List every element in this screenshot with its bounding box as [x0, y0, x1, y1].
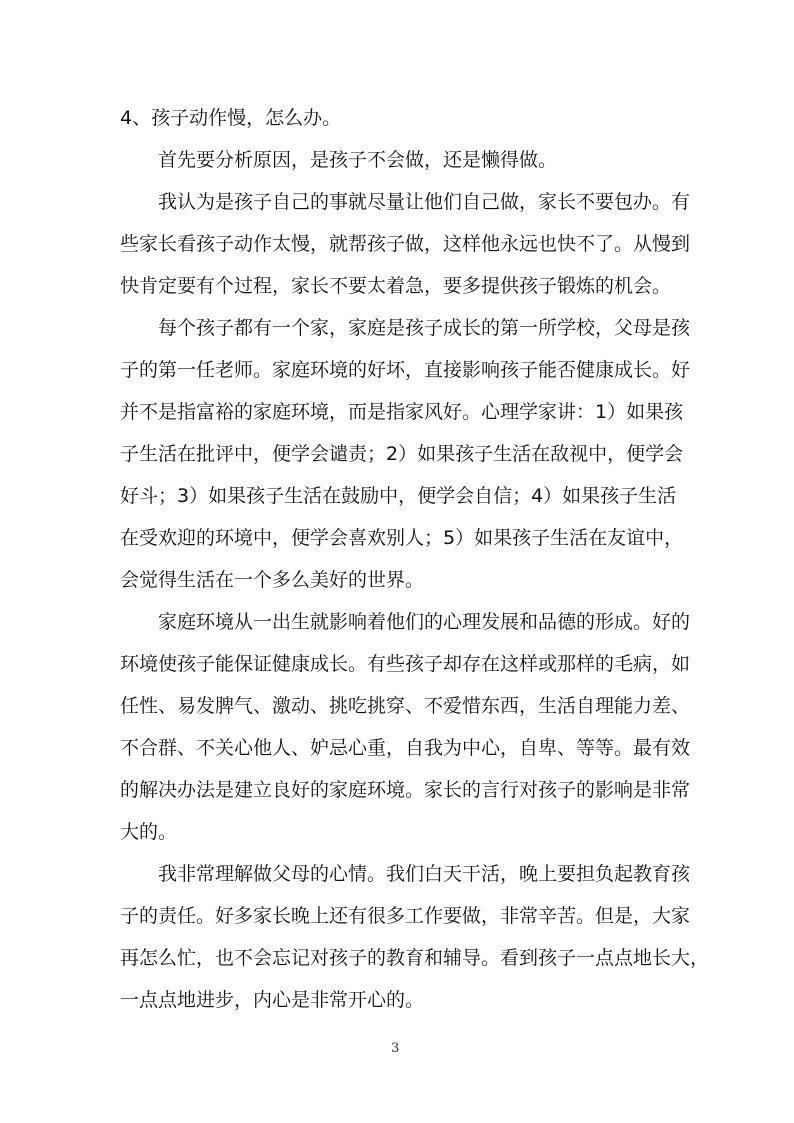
text-line: 会觉得生活在一个多么美好的世界。	[120, 569, 425, 591]
text-line: 子的责任。好多家长晚上还有很多工作要做，非常辛苦。但是，大家	[120, 905, 691, 927]
text-line: 好斗；3）如果孩子生活在鼓励中，便学会自信；4）如果孩子生活	[120, 485, 677, 507]
section-heading: 4、孩子动作慢，怎么办。	[120, 107, 342, 129]
text-line: 任性、易发脾气、激动、挑吃挑穿、不爱惜东西，生活自理能力差、	[120, 695, 691, 717]
text-line: 环境使孩子能保证健康成长。有些孩子却存在这样或那样的毛病，如	[120, 653, 691, 675]
text-line: 再怎么忙，也不会忘记对孩子的教育和辅导。看到孩子一点点地长大，	[120, 947, 710, 969]
text-line: 并不是指富裕的家庭环境，而是指家风好。心理学家讲：1）如果孩	[120, 401, 684, 423]
text-line: 我非常理解做父母的心情。我们白天干活，晚上要担负起教育孩	[158, 863, 691, 885]
text-line: 快肯定要有个过程，家长不要太着急，要多提供孩子锻炼的机会。	[120, 275, 672, 297]
text-line: 每个孩子都有一个家，家庭是孩子成长的第一所学校，父母是孩	[158, 317, 691, 339]
text-line: 的解决办法是建立良好的家庭环境。家长的言行对孩子的影响是非常	[120, 779, 691, 801]
text-line: 不合群、不关心他人、妒忌心重，自我为中心，自卑、等等。最有效	[120, 737, 691, 759]
text-line: 大的。	[120, 821, 178, 843]
text-line: 子的第一任老师。家庭环境的好坏，直接影响孩子能否健康成长。好	[120, 359, 691, 381]
text-line: 在受欢迎的环境中，便学会喜欢别人；5）如果孩子生活在友谊中，	[120, 527, 684, 549]
page-number: 3	[391, 1041, 400, 1056]
text-line: 家庭环境从一出生就影响着他们的心理发展和品德的形成。好的	[158, 611, 691, 633]
text-line: 子生活在批评中，便学会谴责；2）如果孩子生活在敌视中，便学会	[120, 443, 684, 465]
text-line: 我认为是孩子自己的事就尽量让他们自己做，家长不要包办。有	[158, 191, 691, 213]
text-line: 首先要分析原因，是孩子不会做，还是懒得做。	[158, 149, 558, 171]
text-line: 些家长看孩子动作太慢，就帮孩子做，这样他永远也快不了。从慢到	[120, 233, 691, 255]
text-line: 一点点地进步，内心是非常开心的。	[120, 989, 425, 1011]
